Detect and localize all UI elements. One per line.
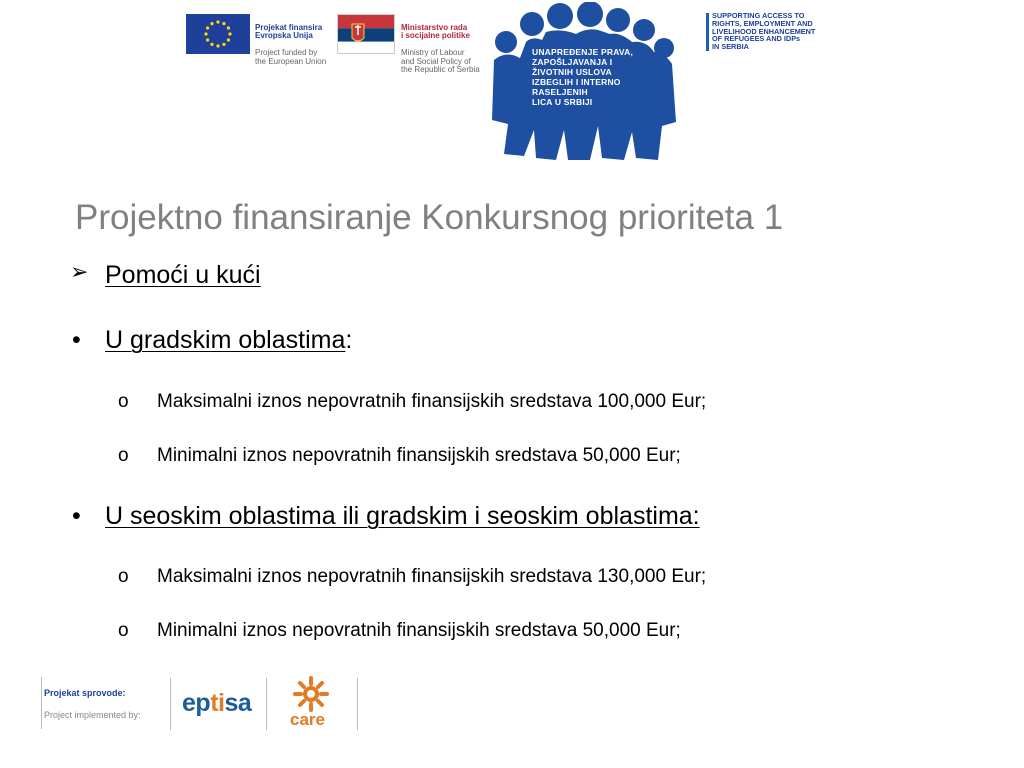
- arrow-bullet-icon: ➢: [70, 259, 89, 284]
- list-item: Maksimalni iznos nepovratnih finansijskih sredstava 130,000 Eur;: [157, 566, 707, 587]
- sub-bullet-icon: o: [118, 391, 129, 412]
- group-heading-urban-label: U gradskim oblastima: [105, 326, 346, 354]
- eptisa-logo-part: sa: [224, 689, 252, 717]
- section-heading: Pomoći u kući: [105, 261, 261, 289]
- group-heading-rural: [105, 502, 700, 531]
- footer-divider: [357, 678, 358, 730]
- eu-flag-logo: [186, 14, 250, 54]
- eptisa-logo-part: t: [210, 689, 219, 717]
- list-item: Maksimalni iznos nepovratnih finansijskih sredstava 100,000 Eur;: [157, 391, 707, 412]
- eu-logo-caption: [255, 15, 333, 75]
- eptisa-logo-part: ep: [182, 689, 211, 717]
- support-logo-text: SUPPORTING ACCESS TO RIGHTS, EMPLOYMENT AND LIVELIHOOD ENHANCEMENT OF REFUGEES AND IDPs IN SERBIA: [712, 11, 816, 52]
- implemented-by-english: Project implemented by:: [44, 710, 141, 720]
- eptisa-logo-part: i: [218, 689, 225, 717]
- support-logo-bar: [706, 13, 709, 51]
- slide-title: Projektno finansiranje Konkursnog prioriteta 1: [75, 198, 784, 237]
- group-heading-rural-label: U seoskim oblastima ili gradskim i seoskim oblastima:: [105, 502, 700, 530]
- list-item: Minimalni iznos nepovratnih finansijskih sredstava 50,000 Eur;: [157, 445, 681, 466]
- footer-divider: [41, 677, 42, 729]
- implemented-by-caption: [44, 677, 141, 732]
- sub-bullet-icon: o: [118, 620, 129, 641]
- care-logo-icon: [291, 676, 331, 712]
- group-heading-urban-colon: :: [345, 326, 353, 354]
- eu-stars-icon: [186, 14, 250, 54]
- implemented-by-local: Projekat sprovode:: [44, 688, 126, 698]
- eu-caption-local: Projekat finansira Evropska Unija: [255, 22, 323, 40]
- eptisa-logo: [182, 689, 251, 718]
- serbia-flag-logo: [337, 14, 395, 54]
- list-item: Minimalni iznos nepovratnih finansijskih sredstava 50,000 Eur;: [157, 620, 681, 641]
- ministry-caption-english: Ministry of Labour and Social Policy of the Republic of Serbia: [401, 48, 480, 74]
- eu-caption-english: Project funded by the European Union: [255, 48, 327, 66]
- group-heading-urban: [105, 326, 352, 355]
- sub-bullet-icon: o: [118, 445, 129, 466]
- project-logo-text: UNAPREĐENJE PRAVA, ZAPOŠLJAVANJA I ŽIVOTNIH USLOVA IZBEGLIH I INTERNO RASELJENIH LICA U SRBIJI: [532, 47, 634, 107]
- serbia-flag-icon: [338, 15, 395, 54]
- bullet-icon: •: [72, 326, 81, 354]
- footer-divider: [266, 678, 267, 730]
- care-logo-text: care: [290, 710, 325, 729]
- ministry-logo-caption: [401, 15, 483, 83]
- ministry-caption-local: Ministarstvo rada i socijalne politike: [401, 22, 470, 40]
- footer-divider: [170, 678, 171, 730]
- bullet-icon: •: [72, 502, 81, 530]
- sub-bullet-icon: o: [118, 566, 129, 587]
